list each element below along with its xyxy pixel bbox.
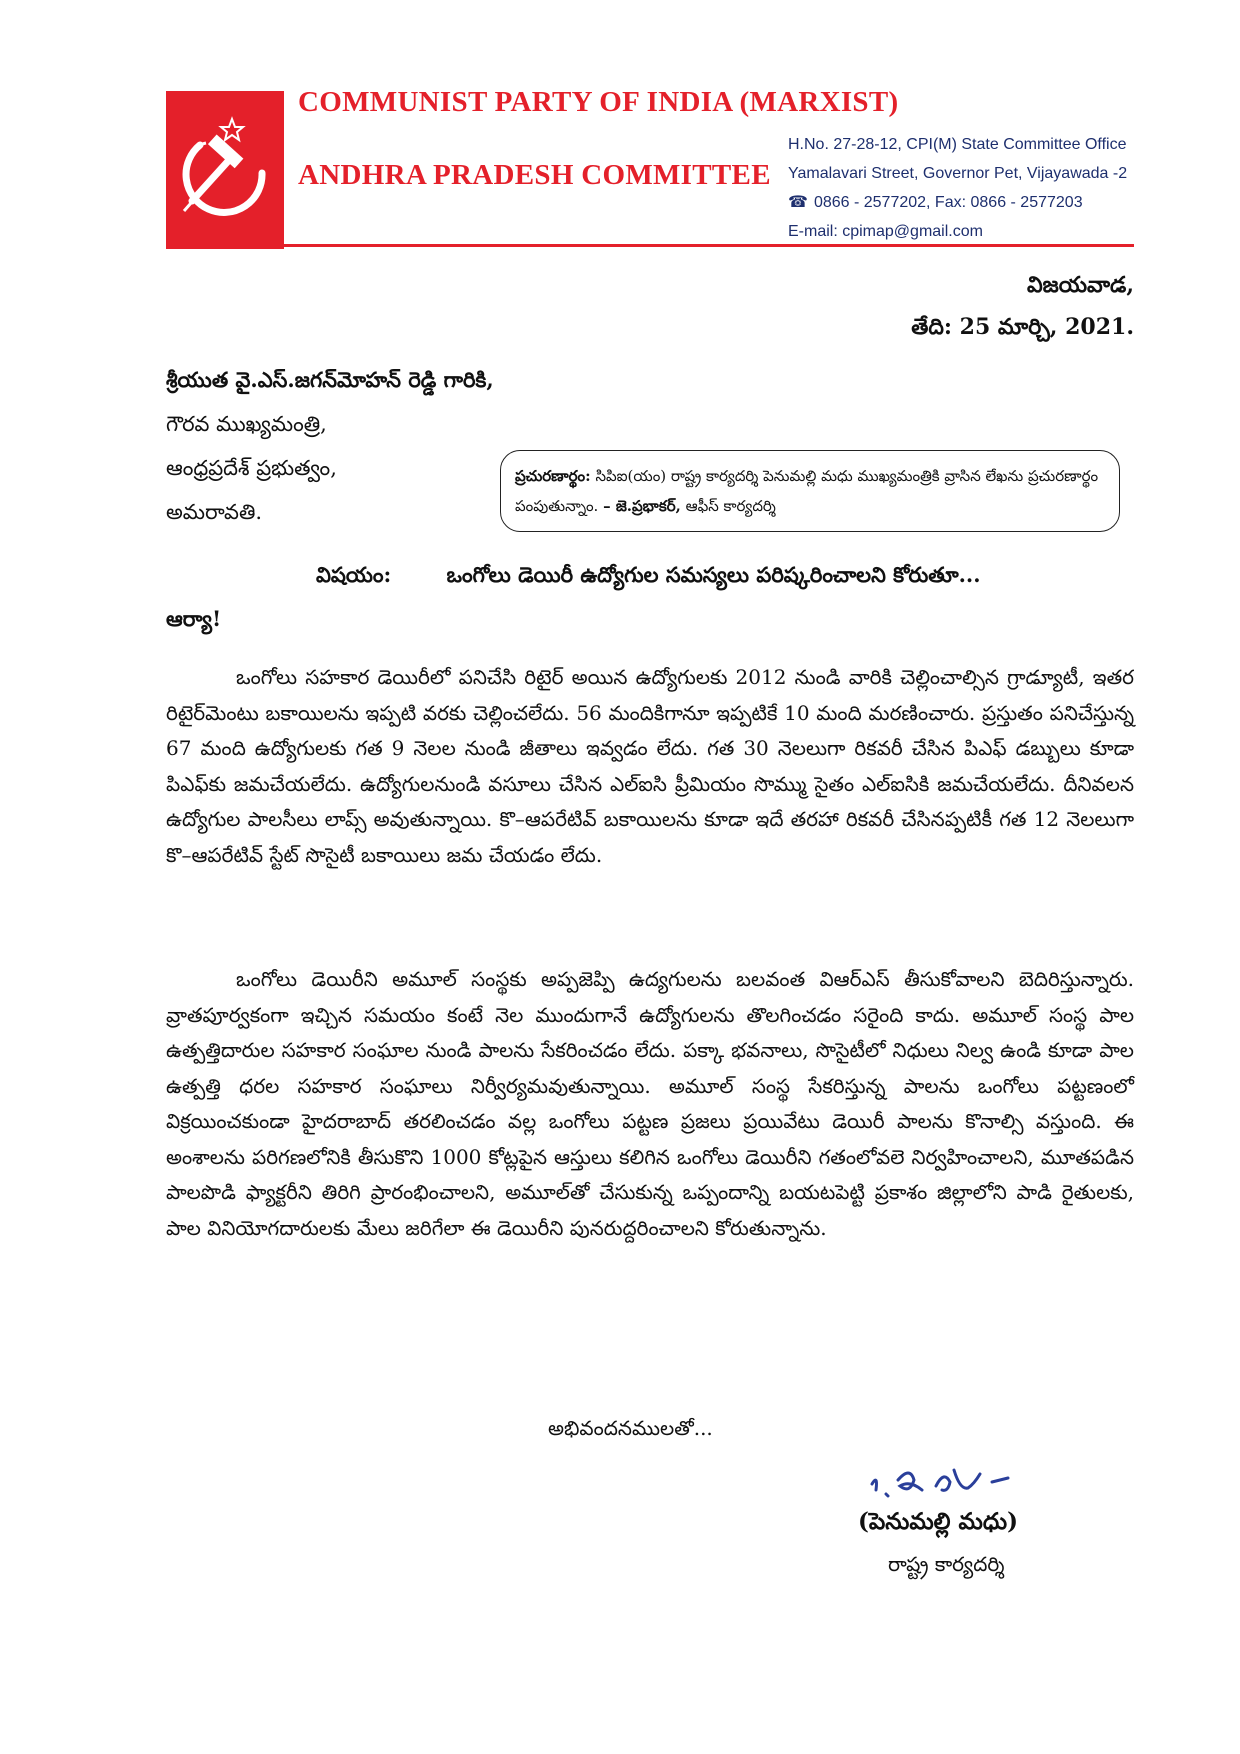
press-note-label: ప్రచురణార్థం: <box>515 467 591 485</box>
press-note-text: సిపిఐ(యం) రాష్ట్ర కార్యదర్శి పెనుమల్లి మధు ముఖ్యమంత్రికి వ్రాసిన లేఖను ప్రచురణార్థం పంపుతున్నాం. <box>515 467 1099 515</box>
press-note-signed-title: ఆఫీస్ కార్యదర్శి <box>685 497 776 515</box>
salutation: ఆర్యా! <box>166 606 222 631</box>
signer-title: రాష్ట్ర కార్యదర్శి <box>888 1552 1005 1576</box>
recipient-block <box>166 358 494 534</box>
phone-fax-text: 0866 - 2577202, Fax: 0866 - 2577203 <box>813 194 1083 211</box>
email-line: E-mail: cpimap@gmail.com <box>788 223 983 240</box>
phone-line <box>788 188 1127 217</box>
recipient-city: అమరావతి. <box>166 500 263 524</box>
telephone-icon: ☎ <box>788 194 808 211</box>
letter-place: విజయవాడ, <box>1026 272 1134 298</box>
body-paragraph-2: ఒంగోలు డెయిరీని అమూల్ సంస్థకు అప్పజెప్పి ఉద్యగులను బలవంత విఆర్ఎస్ తీసుకోవాలని బెదిరిస్తున్నారు. వ్రాతపూర్వకంగా ఇచ్చిన సమయం కంటే నెల ముందుగానే ఉద్యోగులను తొలగించడం సరైంది కాదు. అమూల్ సంస్థ పాల ఉత్పత్తిదారుల సహకార సంఘాల నుండి పాలను సేకరించడం లేదు. పక్కా భవనాలు, సొసైటీలో నిధులు నిల్వ ఉండి కూడా పాల ఉత్పత్తి ధరల సహకార సంఘాలు నిర్వీర్యమవుతున్నాయి. అమూల్ సంస్థ సేకరిస్తున్న పాలను ఒంగోలు పట్టణంలో విక్రయించకుండా హైదరాబాద్ తరలించడం వల్ల ఒంగోలు పట్టణ ప్రజలు ప్రయివేటు డెయిరీ పాలను కొనాల్సి వస్తుంది. ఈ అంశాలను పరిగణలోనికి తీసుకొని 1000 కోట్లపైన ఆస్తులు కలిగిన ఒంగోలు డెయిరీని గతంలోవలె నిర్వహించాలని, మూతపడిన పాలపొడి ఫ్యాక్టరీని తిరిగి ప్రారంభించాలని, అమూల్‌తో చేసుకున్న ఒప్పందాన్ని బయటపెట్టి ప్రకాశం జిల్లాలోని పాడి రైతులకు, పాల వినియోగదారులకు మేలు జరిగేలా ఈ డెయిరీని పునరుద్దరించాలని కోరుతున్నాను. <box>166 967 1134 1240</box>
subject-text: ఒంగోలు డెయిరీ ఉద్యోగుల సమస్యలు పరిష్కరించాలని కోరుతూ... <box>446 562 981 587</box>
closing-greeting: అభివందనములతో... <box>548 1416 713 1440</box>
header-divider <box>166 244 1134 247</box>
recipient-designation: గౌరవ ముఖ్యమంత్రి, <box>166 412 327 436</box>
recipient-government: ఆంధ్రప్రదేశ్ ప్రభుత్వం, <box>166 456 337 480</box>
office-address <box>788 130 1127 246</box>
committee-name: ANDHRA PRADESH COMMITTEE <box>298 159 771 191</box>
hammer-sickle-star-icon <box>170 115 280 225</box>
subject-label: విషయం: <box>316 562 392 587</box>
signer-name: (పెనుమల్లి మధు) <box>858 1508 1018 1535</box>
recipient-name: శ్రీయుత వై.ఎస్.జగన్‌మోహన్ రెడ్డి గారికి, <box>166 367 494 392</box>
press-note-box <box>500 450 1120 532</box>
press-note-signed-name: – జె.ప్రభాకర్, <box>603 497 681 515</box>
body-paragraph-1: ఒంగోలు సహకార డెయిరీలో పనిచేసి రిటైర్ అయిన ఉద్యోగులకు 2012 నుండి వారికి చెల్లించాల్సిన గ్రాడ్యూటీ, ఇతర రిటైర్‌మెంటు బకాయిలను ఇప్పటి వరకు చెల్లించలేదు. 56 మందికిగానూ ఇప్పటికే 10 మంది మరణించారు. ప్రస్తుతం పనిచేస్తున్న 67 మంది ఉద్యోగులకు గత 9 నెలల నుండి జీతాలు ఇవ్వడం లేదు. గత 30 నెలలుగా రికవరీ చేసిన పిఎఫ్ డబ్బులు కూడా పిఎఫ్‌కు జమచేయలేదు. ఉద్యోగులనుండి వసూలు చేసిన ఎల్ఐసి ప్రీమియం సొమ్ము సైతం ఎల్ఐసికి జమచేయలేదు. దీనివలన ఉద్యోగుల పాలసీలు లాప్స్ అవుతున్నాయి. కొ–ఆపరేటివ్ బకాయిలను కూడా ఇదే తరహా రికవరీ చేసినప్పటికీ గత 12 నెలలుగా కొ–ఆపరేటివ్ స్టేట్ సొసైటీ బకాయిలు జమ చేయడం లేదు. <box>166 665 1134 867</box>
address-line: H.No. 27-28-12, CPI(M) State Committee Office <box>788 136 1127 153</box>
party-logo <box>166 91 284 249</box>
subject-line <box>316 562 981 593</box>
party-name: COMMUNIST PARTY OF INDIA (MARXIST) <box>298 86 899 118</box>
address-line: Yamalavari Street, Governor Pet, Vijayawada -2 <box>788 165 1128 182</box>
handwritten-signature <box>852 1450 1052 1514</box>
letter-date: తేది: 25 మార్చి, 2021. <box>911 314 1134 340</box>
